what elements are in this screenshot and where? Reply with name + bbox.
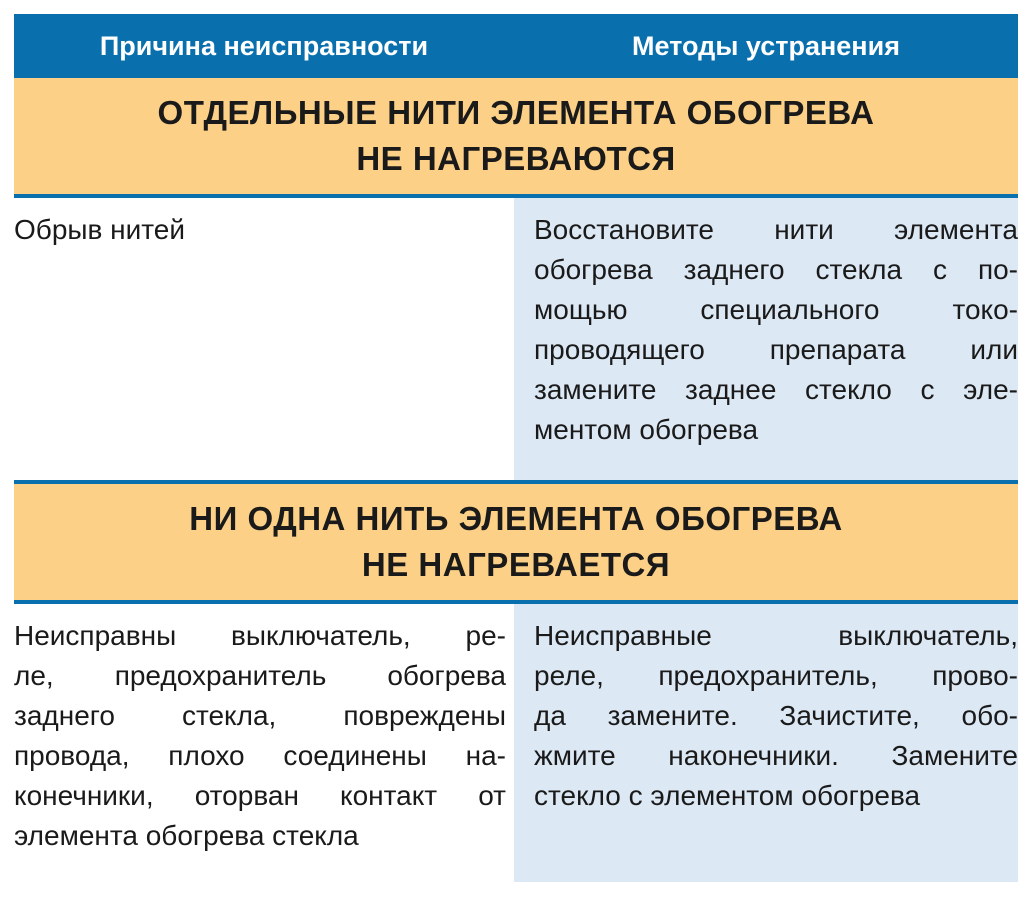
cause-text: провода, плохо соединены на-: [14, 740, 506, 771]
fix-text: мощью специального токо-: [534, 294, 1018, 325]
cause-cell: [14, 604, 514, 882]
cause-text: элемента обогрева стекла: [14, 820, 359, 851]
fix-text: обогрева заднего стекла с по-: [534, 254, 1018, 285]
section-title-line: ОТДЕЛЬНЫЕ НИТИ ЭЛЕМЕНТА ОБОГРЕВА: [157, 94, 875, 131]
fix-text: проводящего препарата или: [534, 334, 1018, 365]
section-title-1: [14, 78, 1018, 198]
header-fix: Методы устранения: [632, 30, 900, 61]
fix-cell: [514, 198, 1018, 480]
fix-text: замените заднее стекло с эле-: [534, 374, 1018, 405]
header-cause: Причина неисправности: [99, 30, 429, 61]
cause-text: Обрыв нитей: [14, 214, 185, 245]
cause-text: конечники, оторван контакт от: [14, 780, 506, 811]
fix-cell: [514, 604, 1018, 882]
fix-text: стекло с элементом обогрева: [534, 780, 921, 811]
cause-text: Неисправны выключатель, ре-: [14, 620, 506, 651]
section-title-line: НЕ НАГРЕВАЮТСЯ: [356, 140, 676, 177]
section-title-line: НИ ОДНА НИТЬ ЭЛЕМЕНТА ОБОГРЕВА: [189, 500, 843, 537]
cause-cell: [14, 198, 514, 480]
fix-text: да замените. Зачистите, обо-: [534, 700, 1018, 731]
section-title-line: НЕ НАГРЕВАЕТСЯ: [361, 546, 671, 583]
fix-text: ментом обогрева: [534, 414, 759, 445]
table-row: [14, 604, 1018, 882]
fix-text: реле, предохранитель, прово-: [534, 660, 1018, 691]
fix-text: Восстановите нити элемента: [534, 214, 1018, 245]
cause-text: заднего стекла, повреждены: [14, 700, 506, 731]
troubleshooting-table: [14, 14, 1018, 882]
table-row: [14, 198, 1018, 480]
table-header: [14, 14, 1018, 78]
cause-text: ле, предохранитель обогрева: [14, 660, 506, 691]
fix-text: жмите наконечники. Замените: [534, 740, 1018, 771]
section-title-2: [14, 484, 1018, 604]
fix-text: Неисправные выключатель,: [534, 620, 1018, 651]
